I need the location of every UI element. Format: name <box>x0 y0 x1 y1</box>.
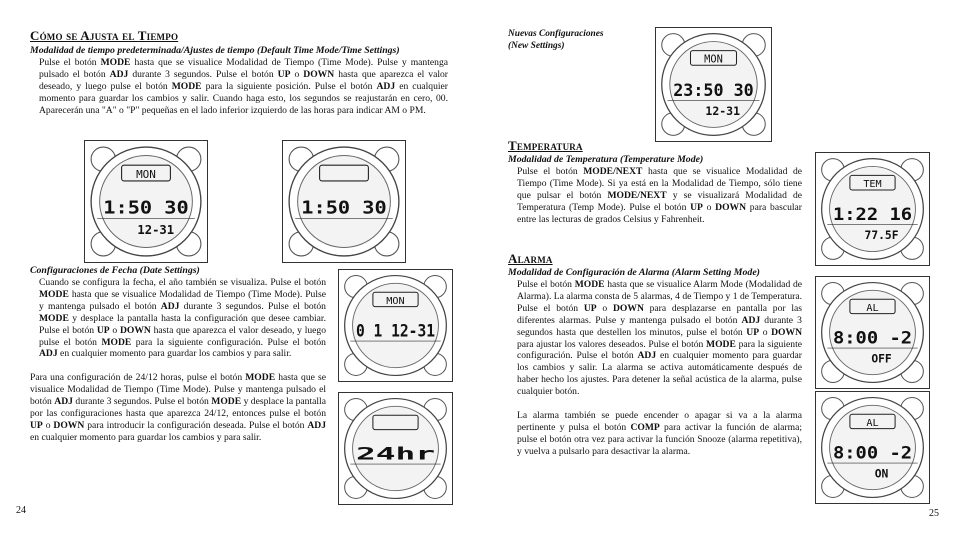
main-digits: 8:00 -2 <box>832 327 913 348</box>
top-label-text: AL <box>866 417 879 429</box>
heading-temperature: Temperatura <box>508 138 583 153</box>
watch-display-time <box>84 140 208 263</box>
bottom-digits: ON <box>874 467 889 481</box>
main-digits: 24hr <box>355 443 436 464</box>
main-digits: 0 1 12-31 <box>355 320 436 341</box>
top-label-text: MON <box>136 167 156 181</box>
watch-display-alarm-on <box>815 391 930 504</box>
main-digits: 23:50 30 <box>673 80 754 101</box>
time-paragraph: Pulse el botón MODE hasta que se visualice Modalidad de Tiempo (Time Mode). Pulse y mantenga pulsado el botón ADJ durante 3 segundos. Pulse el botón UP o DOWN hasta que aparezca el valor deseado, y luego pulse el botón MODE para la siguiente posición. Pulse el botón ADJ en cualquier momento para guardar los cambios y salir. Cuando haga esto, los segundos se reajustarán en cero, 00. Aparecerán una "A" o "P" pequeñas en el lado inferior izquierdo de las horas para indicar AM o PM. <box>39 57 449 116</box>
hr-paragraph: Para una configuración de 24/12 horas, pulse el botón MODE hasta que se visualice Modalidad de Tiempo (Time Mode). Pulse y mantenga pulsado el botón ADJ durante 3 segundos. Pulse el botón MODE y desplace la pantalla por las configuraciones hasta que aparezca 24/12, entonces pulse el botón UP o DOWN para introducir la configuración deseada. Pulse el botón ADJ en cualquier momento para guardar los cambios y para salir. <box>30 372 326 443</box>
heading-time: Cómo se Ajusta el Tiempo <box>30 28 179 43</box>
top-label-text: MON <box>704 53 723 66</box>
top-label-text: AL <box>866 302 879 314</box>
watch-display-date <box>338 269 453 382</box>
time-section <box>30 28 448 117</box>
watch-face-svg <box>339 393 452 504</box>
temperature-section <box>508 138 802 226</box>
watch-face-svg <box>339 270 452 381</box>
watch-face-svg <box>816 277 929 388</box>
watch-face-svg <box>283 141 405 262</box>
heading-alarm: Alarma <box>508 251 553 266</box>
top-label-text: MON <box>386 295 405 307</box>
watch-face-svg <box>656 28 771 141</box>
watch-display-time-blank <box>282 140 406 263</box>
watch-face-svg <box>816 392 929 503</box>
subheading-temperature: Modalidad de Temperatura (Temperature Mode) <box>508 154 704 165</box>
temperature-paragraph: Pulse el botón MODE/NEXT hasta que se visualice Modalidad de Tiempo (Time Mode). Si ya está en la Modalidad de Tiempo, sólo tiene que pulsar el botón MODE/NEXT y se visualizará Modalidad de Temperatura (Temp Mode). Pulse el botón UP o DOWN para bascular entre las lecturas de grados Celsius y Fahrenheit. <box>517 166 803 225</box>
date-paragraph: Cuando se configura la fecha, el año también se visualiza. Pulse el botón MODE hasta que se visualice Modalidad de Tiempo (Time Mode). Pulse y mantenga pulsado el botón ADJ durante 3 segundos. Pulse el botón MODE y desplace la pantalla hasta la configuración que desee cambiar. Pulse el botón UP o DOWN hasta que aparezca el valor deseado, y luego pulse el botón MODE para la siguiente configuración. Pulse el botón ADJ en cualquier momento para guardar los cambios y para salir. <box>39 277 327 360</box>
watch-face-svg <box>85 141 207 262</box>
bottom-digits: OFF <box>871 352 892 366</box>
watch-face-svg <box>816 153 929 265</box>
new-settings-label: Nuevas Configuraciones (New Settings) <box>508 29 604 51</box>
page-number-right: 25 <box>929 508 939 519</box>
main-digits: 1:22 16 <box>832 204 913 225</box>
bottom-digits: 77.5F <box>864 229 899 243</box>
alarm-section <box>508 251 802 458</box>
subheading-alarm: Modalidad de Configuración de Alarma (Alarm Setting Mode) <box>508 267 760 278</box>
date-section <box>30 265 326 444</box>
watch-display-24hr <box>338 392 453 505</box>
watch-display-alarm-off <box>815 276 930 389</box>
bottom-digits: 12-31 <box>705 104 740 118</box>
subheading-default-time: Modalidad de tiempo predeterminada/Ajustes de tiempo (Default Time Mode/Time Settings) <box>30 45 400 56</box>
subheading-date: Configuraciones de Fecha (Date Settings) <box>30 265 200 276</box>
main-digits: 8:00 -2 <box>832 442 913 463</box>
watch-display-new-settings <box>655 27 772 142</box>
watch-display-temperature <box>815 152 930 266</box>
main-digits: 1:50 30 <box>301 197 387 219</box>
page-number-left: 24 <box>16 505 26 516</box>
alarm-paragraph: Pulse el botón MODE hasta que se visualice Alarm Mode (Modalidad de Alarma). La alarma consta de 5 alarmas, 4 de Tiempo y 1 de Temperatura. Pulse el botón UP o DOWN para desplazarse en pantalla por las diferentes alarmas. Pulse y mantenga pulsado el botón ADJ durante 3 segundos hasta que destellen los minutos, pulse el botón UP o DOWN para ajustar los valores deseados. Pulse el botón MODE para la siguiente configuración. Pulse el botón ADJ en cualquier momento para guardar los cambios y salir. La alarma se activa automáticamente después de haber hecho los ajustes. Para detener la señal acústica de la alarma, pulse cualquier botón. <box>517 279 803 398</box>
main-digits: 1:50 30 <box>103 197 189 219</box>
top-label-text: TEM <box>863 179 882 191</box>
bottom-digits: 12-31 <box>137 223 175 238</box>
alarm-paragraph-2: La alarma también se puede encender o apagar si va a la alarma pertinente y pulsa el botón COMP para activar la función de alarma; pulse el botón otra vez para activar la función Snooze (alarma repetitiva), y vuelva a pulsarlo para desactivar la alarma. <box>517 410 802 457</box>
right-page <box>477 0 954 534</box>
